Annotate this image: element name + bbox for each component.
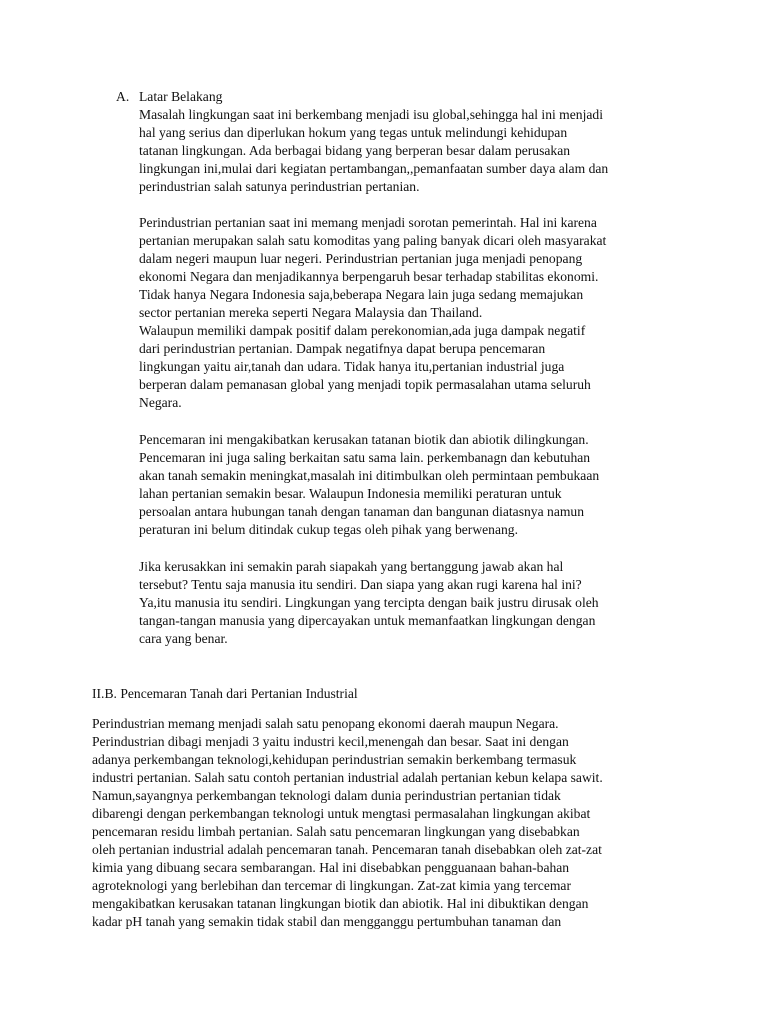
text-line: lingkungan ini,mulai dari kegiatan pertambangan,,pemanfaatan sumber daya alam dan — [139, 161, 609, 176]
list-marker: A. — [116, 89, 130, 104]
text-line: lahan pertanian semakin besar. Walaupun Indonesia memiliki peraturan untuk — [139, 486, 562, 501]
text-line: dalam negeri maupun luar negeri. Perindustrian pertanian juga menjadi penopang — [139, 251, 583, 266]
text-line: cara yang benar. — [139, 631, 228, 646]
section-heading-latar-belakang: Latar Belakang — [139, 89, 223, 104]
text-line: Pencemaran ini mengakibatkan kerusakan tatanan biotik dan abiotik dilingkungan. — [139, 432, 589, 447]
text-line: tangan-tangan manusia yang dipercayakan untuk memanfaatkan lingkungan dengan — [139, 613, 596, 628]
section-heading-pencemaran-tanah: II.B. Pencemaran Tanah dari Pertanian Industrial — [92, 686, 358, 701]
text-line: Jika kerusakkan ini semakin parah siapakah yang bertanggung jawab akan hal — [139, 559, 564, 574]
text-line: Namun,sayangnya perkembangan teknologi dalam dunia perindustrian pertanian tidak — [92, 788, 561, 803]
text-line: persoalan antara hubungan tanah dengan tanaman dan bangunan diatasnya namun — [139, 504, 585, 519]
text-line: ekonomi Negara dan menjadikannya berpengaruh besar terhadap stabilitas ekonomi. — [139, 269, 599, 284]
text-line: Perindustrian pertanian saat ini memang menjadi sorotan pemerintah. Hal ini karena — [139, 215, 597, 230]
text-line: Perindustrian dibagi menjadi 3 yaitu industri kecil,menengah dan besar. Saat ini dengan — [92, 734, 569, 749]
text-line: Negara. — [139, 395, 182, 410]
text-line: berperan dalam pemanasan global yang menjadi topik permasalahan utama seluruh — [139, 377, 591, 392]
text-line: akan tanah semakin meningkat,masalah ini ditimbulkan oleh permintaan pembukaan — [139, 468, 600, 483]
text-line: Walaupun memiliki dampak positif dalam perekonomian,ada juga dampak negatif — [139, 323, 586, 338]
text-line: kadar pH tanah yang semakin tidak stabil dan mengganggu pertumbuhan tanaman dan — [92, 914, 562, 929]
text-line: oleh pertanian industrial adalah pencemaran tanah. Pencemaran tanah disebabkan oleh zat-zat — [92, 842, 602, 857]
text-line: adanya perkembangan teknologi,kehidupan perindustrian semakin berkembang termasuk — [92, 752, 577, 767]
text-line: pencemaran residu limbah pertanian. Salah satu pencemaran lingkungan yang disebabkan — [92, 824, 580, 839]
text-line: Masalah lingkungan saat ini berkembang menjadi isu global,sehingga hal ini menjadi — [139, 107, 603, 122]
text-line: industri pertanian. Salah satu contoh pertanian industrial adalah pertanian kebun kelapa sawit. — [92, 770, 603, 785]
text-line: dibarengi dengan perkembangan teknologi untuk mengtasi permasalahan lingkungan akibat — [92, 806, 591, 821]
text-line: mengakibatkan kerusakan tatanan lingkungan biotik dan abiotik. Hal ini dibuktikan dengan — [92, 896, 589, 911]
text-line: tatanan lingkungan. Ada berbagai bidang yang berperan besar dalam perusakan — [139, 143, 571, 158]
text-line: Pencemaran ini juga saling berkaitan satu sama lain. perkembanagn dan kebutuhan — [139, 450, 591, 465]
text-line: Ya,itu manusia itu sendiri. Lingkungan yang tercipta dengan baik justru dirusak oleh — [139, 595, 599, 610]
text-line: hal yang serius dan diperlukan hokum yang tegas untuk melindungi kehidupan — [139, 125, 568, 140]
text-line: peraturan ini belum ditindak cukup tegas oleh pihak yang berwenang. — [139, 522, 518, 537]
text-line: agroteknologi yang berlebihan dan tercemar di lingkungan. Zat-zat kimia yang tercemar — [92, 878, 571, 893]
text-line: perindustrian salah satunya perindustrian pertanian. — [139, 179, 420, 194]
text-line: sector pertanian mereka seperti Negara Malaysia dan Thailand. — [139, 305, 483, 320]
text-line: Tidak hanya Negara Indonesia saja,beberapa Negara lain juga sedang memajukan — [139, 287, 584, 302]
text-line: tersebut? Tentu saja manusia itu sendiri. Dan siapa yang akan rugi karena hal ini? — [139, 577, 582, 592]
text-line: kimia yang dibuang secara sembarangan. Hal ini disebabkan pengguanaan bahan-bahan — [92, 860, 570, 875]
text-line: pertanian merupakan salah satu komoditas yang paling banyak dicari oleh masyarakat — [139, 233, 607, 248]
text-line: lingkungan yaitu air,tanah dan udara. Tidak hanya itu,pertanian industrial juga — [139, 359, 565, 374]
text-line: Perindustrian memang menjadi salah satu penopang ekonomi daerah maupun Negara. — [92, 716, 559, 731]
text-line: dari perindustrian pertanian. Dampak negatifnya dapat berupa pencemaran — [139, 341, 546, 356]
